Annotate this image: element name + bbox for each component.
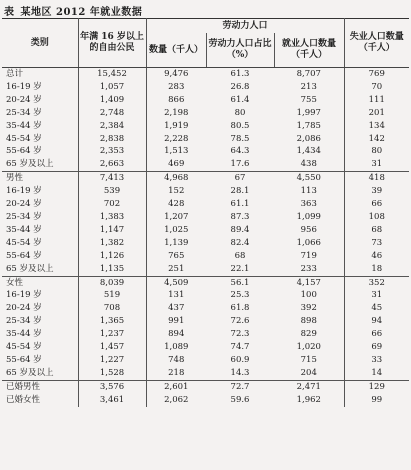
cell-population: 2,748 — [78, 107, 146, 120]
cell-unemployed: 68 — [344, 224, 409, 237]
cell-population: 1,382 — [78, 237, 146, 250]
cell-count: 2,198 — [164, 107, 189, 118]
table-row — [2, 145, 409, 158]
cell-population: 1,135 — [78, 263, 146, 276]
cell-category: 55-64 岁 — [2, 250, 78, 263]
cell-category: 20-24 岁 — [2, 198, 78, 211]
cell-category: 16-19 岁 — [2, 81, 78, 94]
cell-population: 1,147 — [78, 224, 146, 237]
cell-participation: 17.6 — [230, 159, 250, 170]
cell-unemployed: 129 — [344, 380, 409, 393]
cell-population: 708 — [78, 302, 146, 315]
cell-count: 4,968 — [146, 172, 206, 185]
cell-population: 2,663 — [78, 158, 146, 171]
cell-category: 35-44 岁 — [2, 328, 78, 341]
cell-participation: 22.1 — [230, 263, 250, 274]
cell-category: 男性 — [2, 172, 78, 185]
cell-employed: 1,020 — [296, 342, 321, 353]
cell-population: 1,528 — [78, 367, 146, 380]
cell-participation: 28.1 — [230, 186, 250, 197]
cell-employed: 755 — [300, 94, 317, 105]
table-row — [2, 185, 409, 198]
cell-category: 45-54 岁 — [2, 341, 78, 354]
cell-category: 65 岁及以上 — [2, 367, 78, 380]
cell-unemployed: 142 — [344, 133, 409, 146]
cell-population: 3,461 — [78, 394, 146, 407]
table-row — [2, 107, 409, 120]
cell-category: 20-24 岁 — [2, 302, 78, 315]
header-unemployed: 失业人口数量（千人） — [344, 19, 409, 68]
cell-unemployed: 99 — [344, 394, 409, 407]
cell-count: 2,601 — [146, 380, 206, 393]
cell-participation: 74.7 — [230, 342, 250, 353]
cell-participation: 56.1 — [206, 276, 274, 289]
table-row — [2, 263, 409, 276]
table-row — [2, 276, 409, 289]
cell-employed: 213 — [300, 81, 317, 92]
table-row — [2, 198, 409, 211]
cell-count: 152 — [168, 186, 185, 197]
cell-participation: 61.3 — [230, 69, 250, 79]
cell-participation: 61.1 — [230, 199, 250, 210]
cell-participation: 14.3 — [230, 367, 250, 378]
cell-population: 8,039 — [78, 276, 146, 289]
cell-category: 16-19 岁 — [2, 185, 78, 198]
cell-participation: 26.8 — [230, 81, 250, 92]
table-row — [2, 94, 409, 107]
cell-employed: 233 — [300, 263, 317, 274]
cell-count: 1,089 — [164, 342, 189, 353]
cell-participation: 67 — [206, 172, 274, 185]
table-row — [2, 68, 409, 81]
header-count: 数量（千人） — [146, 33, 206, 68]
table-row — [2, 172, 409, 185]
cell-count: 437 — [168, 303, 185, 314]
cell-count: 1,139 — [164, 237, 189, 248]
cell-category: 16-19 岁 — [2, 289, 78, 302]
cell-population: 702 — [78, 198, 146, 211]
cell-unemployed: 18 — [344, 263, 409, 276]
cell-category: 已婚男性 — [2, 380, 78, 393]
cell-unemployed: 769 — [344, 68, 409, 81]
cell-employed: 956 — [300, 224, 317, 235]
cell-population: 1,409 — [78, 94, 146, 107]
header-employed: 就业人口数量（千人） — [274, 33, 344, 68]
cell-employed: 392 — [300, 303, 317, 314]
cell-unemployed: 73 — [344, 237, 409, 250]
cell-category: 25-34 岁 — [2, 211, 78, 224]
cell-count: 428 — [168, 199, 185, 210]
cell-employed: 100 — [300, 290, 317, 301]
table-row — [2, 315, 409, 328]
caption-label: 表 — [4, 7, 15, 18]
cell-count: 1,025 — [164, 224, 189, 235]
header-participation: 劳动力人口占比（%） — [206, 33, 274, 68]
table-row — [2, 341, 409, 354]
table-row — [2, 237, 409, 250]
cell-population: 3,576 — [78, 380, 146, 393]
cell-population: 15,452 — [78, 68, 146, 81]
cell-unemployed: 111 — [344, 94, 409, 107]
cell-unemployed: 33 — [344, 354, 409, 367]
cell-employed: 1,962 — [296, 394, 321, 405]
cell-unemployed: 418 — [344, 172, 409, 185]
table-row — [2, 81, 409, 94]
cell-participation: 61.4 — [230, 94, 250, 105]
table-row — [2, 224, 409, 237]
cell-population: 2,384 — [78, 120, 146, 133]
cell-employed: 719 — [300, 250, 317, 261]
cell-category: 35-44 岁 — [2, 120, 78, 133]
cell-participation: 80.5 — [230, 120, 250, 131]
cell-count: 9,476 — [164, 69, 189, 79]
table-row — [2, 354, 409, 367]
cell-unemployed: 39 — [344, 185, 409, 198]
table-row — [2, 328, 409, 341]
cell-employed: 204 — [300, 367, 317, 378]
table-row — [2, 394, 409, 407]
cell-participation: 64.3 — [230, 146, 250, 157]
cell-employed: 4,550 — [274, 172, 344, 185]
cell-population: 519 — [78, 289, 146, 302]
cell-category: 25-34 岁 — [2, 315, 78, 328]
cell-category: 65 岁及以上 — [2, 263, 78, 276]
cell-unemployed: 66 — [344, 198, 409, 211]
header-labor-force: 劳动力人口 — [222, 20, 268, 31]
cell-employed: 4,157 — [274, 276, 344, 289]
cell-participation: 61.8 — [230, 303, 250, 314]
table-row — [2, 158, 409, 171]
cell-unemployed: 46 — [344, 250, 409, 263]
cell-unemployed: 201 — [344, 107, 409, 120]
cell-participation: 72.6 — [230, 316, 250, 327]
cell-count: 1,207 — [164, 211, 189, 222]
cell-unemployed: 31 — [344, 289, 409, 302]
cell-employed: 715 — [300, 354, 317, 365]
cell-employed: 438 — [300, 159, 317, 170]
cell-count: 991 — [168, 316, 185, 327]
cell-participation: 72.3 — [230, 329, 250, 340]
cell-participation: 59.6 — [230, 394, 250, 405]
cell-population: 1,227 — [78, 354, 146, 367]
table-row — [2, 302, 409, 315]
cell-category: 45-54 岁 — [2, 133, 78, 146]
table-caption — [4, 3, 148, 18]
cell-count: 4,509 — [146, 276, 206, 289]
caption-title: 某地区 2012 年就业数据 — [20, 7, 143, 18]
table-row — [2, 250, 409, 263]
cell-count: 765 — [168, 250, 185, 261]
cell-category: 65 岁及以上 — [2, 158, 78, 171]
cell-category: 总计 — [2, 68, 78, 81]
table-header — [2, 19, 409, 68]
cell-participation: 80 — [234, 107, 246, 118]
cell-participation: 82.4 — [230, 237, 250, 248]
cell-category: 45-54 岁 — [2, 237, 78, 250]
cell-participation: 60.9 — [230, 354, 250, 365]
cell-employed: 8,707 — [296, 69, 321, 79]
cell-category: 25-34 岁 — [2, 107, 78, 120]
cell-employed: 2,086 — [296, 133, 321, 144]
cell-unemployed: 134 — [344, 120, 409, 133]
cell-unemployed: 69 — [344, 341, 409, 354]
cell-population: 539 — [78, 185, 146, 198]
cell-unemployed: 45 — [344, 302, 409, 315]
cell-count: 748 — [168, 354, 185, 365]
cell-count: 469 — [168, 159, 185, 170]
cell-employed: 1,434 — [296, 146, 321, 157]
cell-unemployed: 66 — [344, 328, 409, 341]
cell-unemployed: 108 — [344, 211, 409, 224]
cell-employed: 113 — [300, 186, 317, 197]
table-row — [2, 367, 409, 380]
cell-count: 218 — [168, 367, 185, 378]
cell-participation: 87.3 — [230, 211, 250, 222]
cell-category: 55-64 岁 — [2, 145, 78, 158]
cell-unemployed: 94 — [344, 315, 409, 328]
cell-employed: 363 — [300, 199, 317, 210]
cell-population: 1,365 — [78, 315, 146, 328]
header-category: 类别 — [2, 19, 78, 68]
cell-count: 894 — [168, 329, 185, 340]
cell-category: 35-44 岁 — [2, 224, 78, 237]
cell-count: 283 — [168, 81, 185, 92]
table-row — [2, 380, 409, 393]
employment-table — [2, 18, 409, 407]
cell-population: 1,057 — [78, 81, 146, 94]
header-population: 年满 16 岁以上的自由公民 — [78, 19, 146, 68]
cell-employed: 1,997 — [296, 107, 321, 118]
cell-count: 131 — [168, 290, 185, 301]
cell-participation: 25.3 — [230, 290, 250, 301]
cell-category: 55-64 岁 — [2, 354, 78, 367]
cell-count: 1,919 — [164, 120, 189, 131]
cell-population: 1,457 — [78, 341, 146, 354]
table-row — [2, 120, 409, 133]
cell-unemployed: 70 — [344, 81, 409, 94]
cell-population: 1,383 — [78, 211, 146, 224]
cell-unemployed: 352 — [344, 276, 409, 289]
cell-unemployed: 31 — [344, 158, 409, 171]
cell-count: 1,513 — [164, 146, 189, 157]
cell-category: 女性 — [2, 276, 78, 289]
cell-employed: 1,099 — [296, 211, 321, 222]
table-body — [2, 68, 409, 407]
cell-unemployed: 14 — [344, 367, 409, 380]
cell-unemployed: 80 — [344, 145, 409, 158]
cell-count: 2,228 — [164, 133, 189, 144]
cell-count: 866 — [168, 94, 185, 105]
cell-employed: 2,471 — [274, 380, 344, 393]
cell-population: 1,126 — [78, 250, 146, 263]
cell-employed: 1,066 — [296, 237, 321, 248]
cell-population: 2,838 — [78, 133, 146, 146]
cell-employed: 1,785 — [296, 120, 321, 131]
table-row — [2, 289, 409, 302]
cell-population: 1,237 — [78, 328, 146, 341]
cell-population: 2,353 — [78, 145, 146, 158]
cell-employed: 898 — [300, 316, 317, 327]
cell-employed: 829 — [300, 329, 317, 340]
cell-category: 20-24 岁 — [2, 94, 78, 107]
cell-count: 251 — [168, 263, 185, 274]
cell-participation: 78.5 — [230, 133, 250, 144]
table-row — [2, 133, 409, 146]
table-row — [2, 211, 409, 224]
cell-participation: 68 — [234, 250, 246, 261]
cell-count: 2,062 — [164, 394, 189, 405]
cell-participation: 89.4 — [230, 224, 250, 235]
cell-category: 已婚女性 — [2, 394, 78, 407]
cell-population: 7,413 — [78, 172, 146, 185]
cell-participation: 72.7 — [206, 380, 274, 393]
